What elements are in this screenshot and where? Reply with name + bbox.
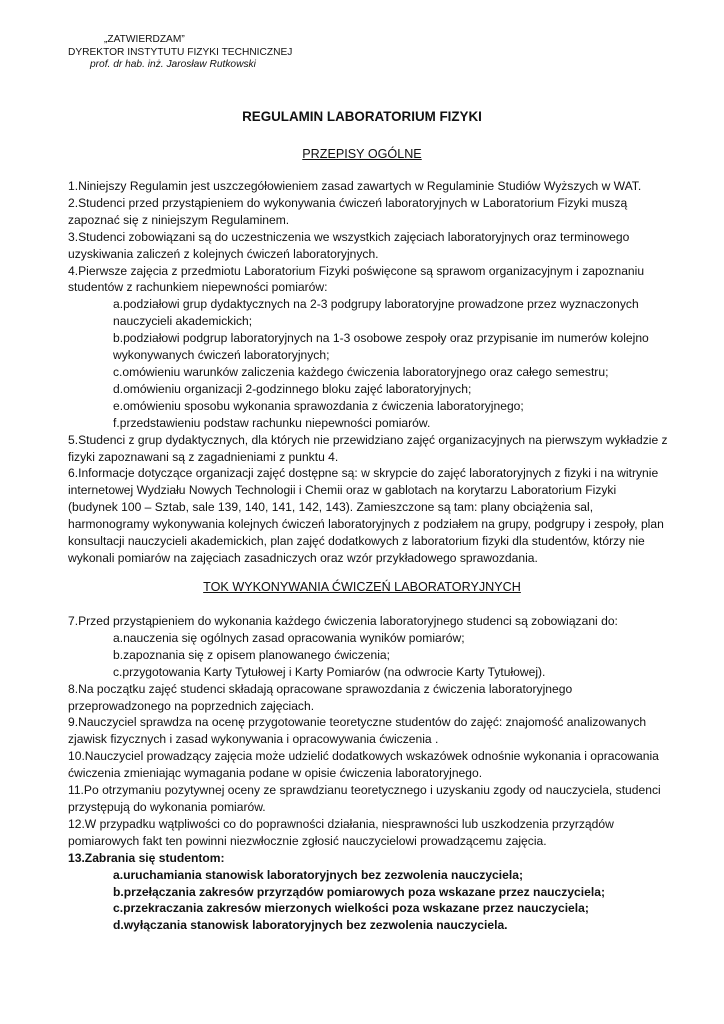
approval-block [68, 34, 292, 72]
rule-item-4d: d.omówieniu organizacji 2-godzinnego bloku zajęć laboratoryjnych; [113, 381, 472, 396]
section-general-body [68, 178, 668, 567]
approval-signatory: prof. dr hab. inż. Jarosław Rutkowski [90, 59, 256, 71]
rule-item-4f: f.przedstawieniu podstaw rachunku niepewności pomiarów. [113, 415, 431, 430]
rule-item-6: 6.Informacje dotyczące organizacji zajęć dostępne są: w skrypcie do zajęć laboratoryjnych z fizyki i na witrynie internetowej Wydziału Nowych Technologii i Chemii oraz w gablotach na korytarzu Laboratorium Fizyki (budynek 100 – Sztab, sale 139, 140, 141, 142, 143). Zamieszczone są tam: plany obciążenia sal, harmonogramy wykonywania kolejnych ćwiczeń laboratoryjnych z podziałem na grupy, podgrupy i zespoły, plan konsultacji nauczycieli akademickich, plan zajęć dodatkowych z laboratorium fizyki dla studentów, którzy nie wykonali pomiarów na zajęciach zasadniczych oraz wzór przykładowego sprawozdania. [68, 466, 664, 565]
rule-item-8: 8.Na początku zajęć studenci składają opracowane sprawozdania z ćwiczenia laboratoryjnego przeprowadzonego na poprzednich zajęciach. [68, 681, 573, 713]
rule-item-7c: c.przygotowania Karty Tytułowej i Karty Pomiarów (na odwrocie Karty Tytułowej). [113, 664, 546, 679]
section-heading-general: PRZEPISY OGÓLNE [302, 147, 422, 161]
approval-heading: „ZATWIERDZAM” [104, 34, 185, 45]
rule-item-4a: a.podziałowi grup dydaktycznych na 2-3 podgrupy laboratoryjne prowadzone przez wyznaczonych nauczycieli akademickich; [113, 297, 639, 329]
rule-item-9: 9.Nauczyciel sprawdza na ocenę przygotowanie teoretyczne studentów do zajęć: znajomość analizowanych zjawisk fizycznych i zasad wykonywania i opracowywania ćwiczenia . [68, 715, 647, 747]
rule-item-2: 2.Studenci przed przystąpieniem do wykonywania ćwiczeń laboratoryjnych w Laboratorium Fizyki muszą zapoznać się z niniejszym Regulaminem. [68, 195, 628, 227]
document-title: REGULAMIN LABORATORIUM FIZYKI [242, 109, 482, 124]
rule-item-10: 10.Nauczyciel prowadzący zajęcia może udzielić dodatkowych wskazówek odnośnie wykonania i opracowania ćwiczenia zmieniając wymagania podane w opisie ćwiczenia laboratoryjnego. [68, 749, 659, 781]
section-heading-procedure: TOK WYKONYWANIA ĆWICZEŃ LABORATORYJNYCH [203, 580, 521, 594]
rule-item-3: 3.Studenci zobowiązani są do uczestniczenia we wszystkich zajęciach laboratoryjnych oraz terminowego uzyskiwania zaliczeń z kolejnych ćwiczeń laboratoryjnych. [68, 229, 630, 261]
rule-item-4e: e.omówieniu sposobu wykonania sprawozdania z ćwiczenia laboratoryjnego; [113, 398, 524, 413]
rule-item-13: 13.Zabrania się studentom: [68, 850, 225, 865]
rule-item-4c: c.omówieniu warunków zaliczenia każdego ćwiczenia laboratoryjnego oraz całego semestru; [113, 364, 609, 379]
rule-item-13c: c.przekraczania zakresów mierzonych wielkości poza wskazane przez nauczyciela; [113, 901, 589, 916]
approval-position: DYREKTOR INSTYTUTU FIZYKI TECHNICZNEJ [68, 46, 293, 58]
rule-item-11: 11.Po otrzymaniu pozytywnej oceny ze sprawdzianu teoretycznego i uzyskaniu zgody od nauczyciela, studenci przystępują do wykonania pomiarów. [68, 783, 661, 814]
rule-item-5: 5.Studenci z grup dydaktycznych, dla których nie przewidziano zajęć organizacyjnych na pierwszym wykładzie z fizyki zapoznawani są z zagadnieniami z punktu 4. [68, 432, 668, 464]
rule-item-13d: d.wyłączania stanowisk laboratoryjnych bez zezwolenia nauczyciela. [113, 918, 508, 933]
rule-item-13a: a.uruchamiania stanowisk laboratoryjnych bez zezwolenia nauczyciela; [113, 867, 523, 882]
section-procedure-body [68, 613, 668, 934]
rule-item-13b: b.przełączania zakresów przyrządów pomiarowych poza wskazane przez nauczyciela; [113, 884, 605, 899]
rule-item-7: 7.Przed przystąpieniem do wykonania każdego ćwiczenia laboratoryjnego studenci są zobowiązani do: [68, 614, 618, 628]
rule-item-1: 1.Niniejszy Regulamin jest uszczegółowieniem zasad zawartych w Regulaminie Studiów Wyższych w WAT. [68, 179, 642, 193]
rule-item-12: 12.W przypadku wątpliwości co do poprawności działania, niesprawności lub uszkodzenia przyrządów pomiarowych fakt ten powinni niezwłocznie zgłosić nauczycielowi prowadzącemu zajęcia. [68, 816, 614, 848]
rule-item-4: 4.Pierwsze zajęcia z przedmiotu Laboratorium Fizyki poświęcone są sprawom organizacyjnym i zapoznaniu studentów z rachunkiem niepewności pomiarów: [68, 263, 645, 295]
rule-item-7a: a.nauczenia się ogólnych zasad opracowania wyników pomiarów; [113, 630, 465, 645]
rule-item-4b: b.podziałowi podgrup laboratoryjnych na 1-3 osobowe zespoły oraz przypisanie im numerów kolejno wykonywanych ćwiczeń laboratoryjnych; [113, 331, 649, 363]
rule-item-7b: b.zapoznania się z opisem planowanego ćwiczenia; [113, 647, 390, 662]
